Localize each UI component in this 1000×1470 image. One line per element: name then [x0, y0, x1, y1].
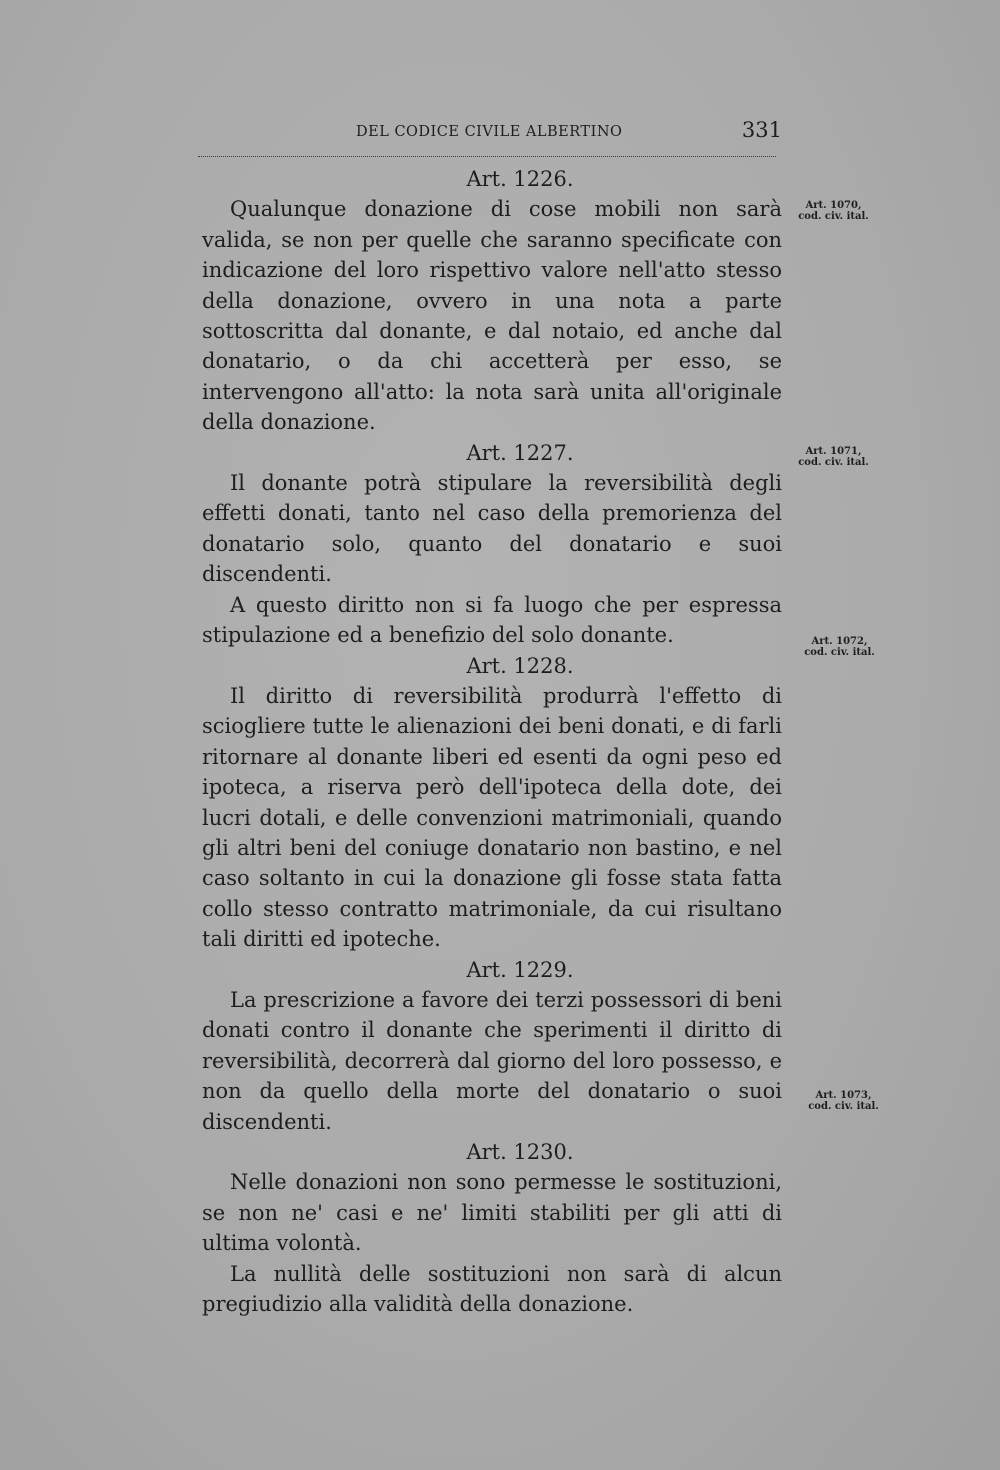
article-1228-paragraph: Il diritto di reversibilità produrrà l'effetto di sciogliere tutte le alienazioni dei beni donati, e di farli ritornare al donante liberi ed esenti da ogni peso ed ipoteca, a riserva però dell'ipoteca della dote, dei lucri dotali, e delle convenzioni matrimoniali, quando gli altri beni del coniuge donatario non bastino, e nel caso soltanto in cui la donazione gli fosse stata fatta collo stesso contratto matrimoniale, da cui risultano tali diritti ed ipoteche. — [202, 683, 782, 952]
article-1230-paragraph-1: Nelle donazioni non sono permesse le sostituzioni, se non ne' casi e ne' limiti stabiliti per gli atti di ultima volontà. — [202, 1170, 782, 1256]
body-text — [202, 164, 782, 1319]
article-1226-paragraph: Qualunque donazione di cose mobili non sarà valida, se non per quelle che saranno specificate con indicazione del loro rispettivo valore nell'atto stesso della donazione, ovvero in una nota a parte sottoscritta dal donante, e dal notaio, ed anche dal donatario, o da chi accetterà per esso, se intervengono all'atto: la nota sarà unita all'originale della donazione. — [202, 197, 782, 435]
margin-note-code: cod. civ. ital. — [798, 457, 869, 468]
article-1229-paragraph: La prescrizione a favore dei terzi possessori di beni donati contro il donante che sperimenti il diritto di reversibilità, decorrerà dal giorno del loro possesso, e non da quello della morte del donatario o suoi discendenti. — [202, 987, 782, 1134]
margin-note-code: cod. civ. ital. — [804, 647, 875, 658]
page-number: 331 — [741, 118, 782, 142]
running-title: DEL CODICE CIVILE ALBERTINO — [356, 124, 623, 140]
article-1230-paragraph-2: La nullità delle sostituzioni non sarà di alcun pregiudizio alla validità della donazione. — [202, 1261, 782, 1317]
margin-note-article: Art. 1070, — [805, 200, 862, 211]
margin-note-code: cod. civ. ital. — [798, 211, 869, 222]
article-1227-paragraph-1: Il donante potrà stipulare la reversibilità degli effetti donati, tanto nel caso della premorienza del donatario solo, quanto del donatario e suoi discendenti. — [202, 471, 782, 587]
margin-note-article: Art. 1071, — [805, 446, 862, 457]
margin-note-article: Art. 1073, — [815, 1090, 872, 1101]
article-1227-paragraph-2: A questo diritto non si fa luogo che per espressa stipulazione ed a benefizio del solo donante. — [202, 592, 782, 648]
margin-note-article: Art. 1072, — [811, 636, 868, 647]
article-1227-heading: Art. 1227. — [466, 440, 574, 465]
article-1229-heading: Art. 1229. — [466, 957, 574, 982]
article-1226-heading: Art. 1226. — [466, 167, 574, 191]
article-1230-heading: Art. 1230. — [466, 1140, 574, 1164]
page-header — [198, 118, 782, 157]
margin-note-art-1072 — [792, 636, 887, 658]
margin-note-art-1073 — [796, 1090, 891, 1112]
article-1228-heading: Art. 1228. — [466, 653, 574, 678]
margin-note-art-1071 — [786, 446, 881, 468]
margin-note-code: cod. civ. ital. — [808, 1101, 879, 1112]
margin-note-art-1070 — [786, 200, 881, 222]
